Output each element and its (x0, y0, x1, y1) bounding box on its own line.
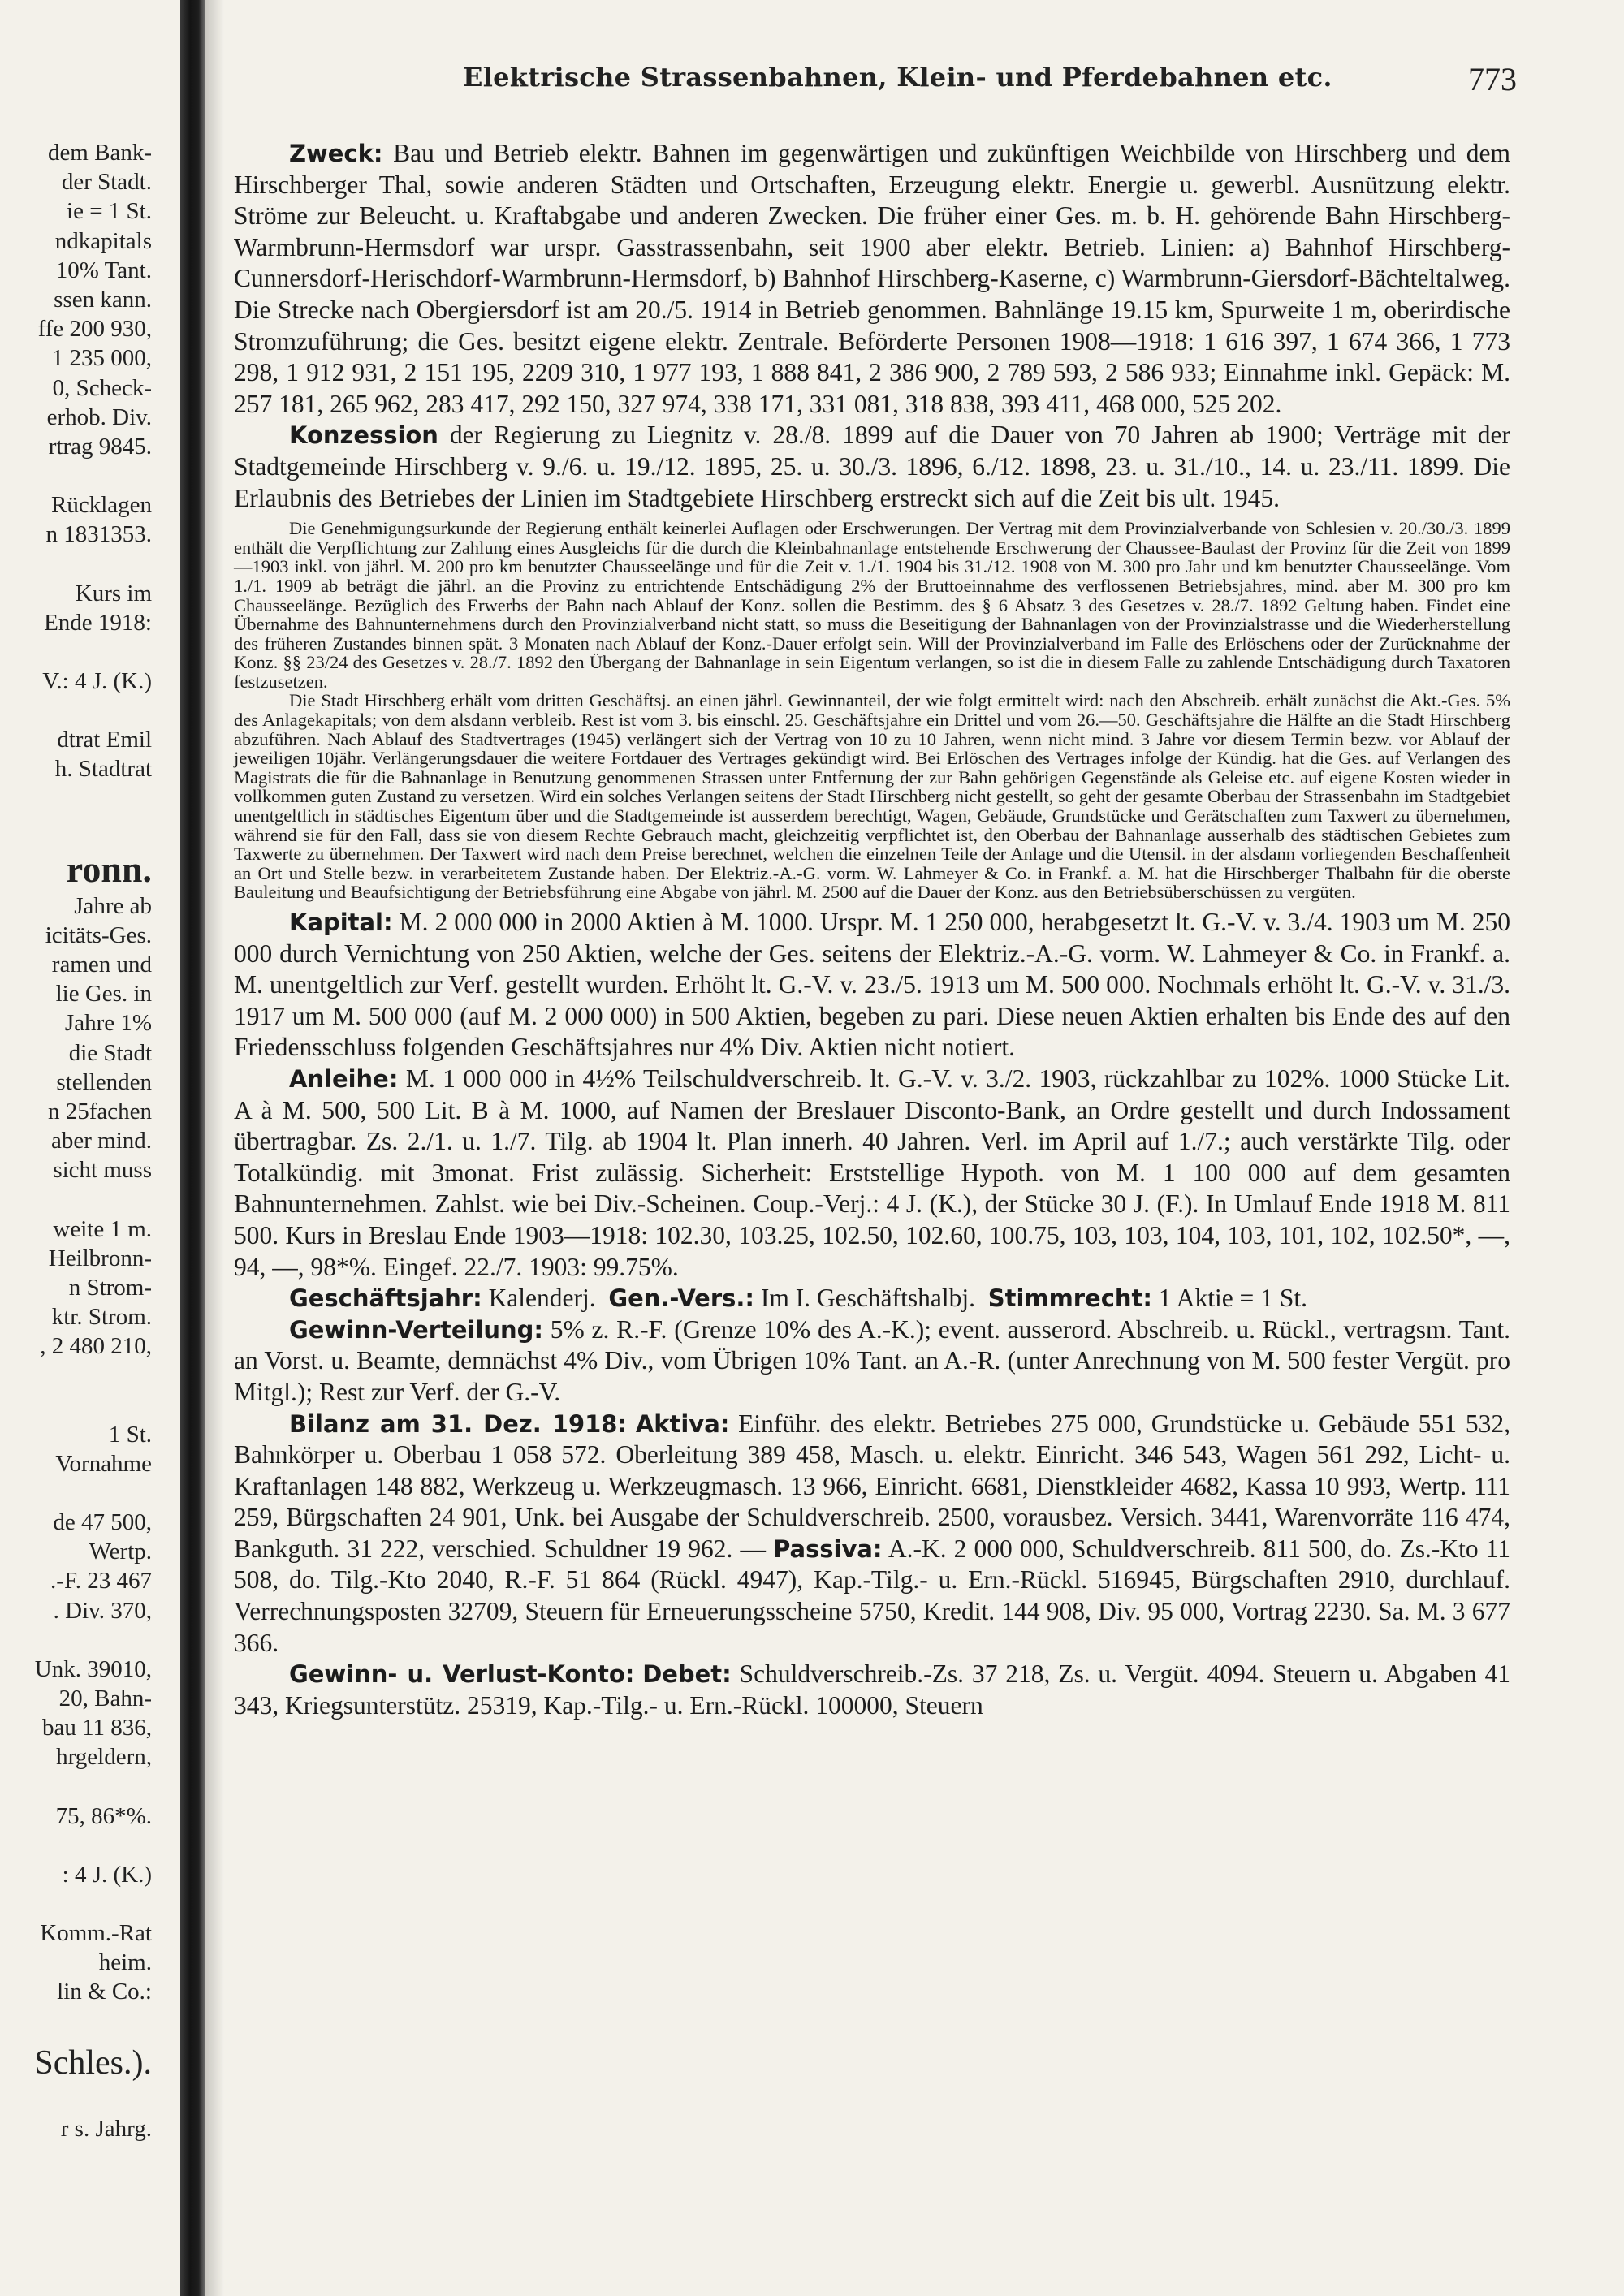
left-column-line: Komm.-Rat (40, 1920, 152, 1946)
left-column-line: , 2 480 210, (40, 1333, 152, 1360)
passiva-label: Passiva: (773, 1534, 883, 1563)
bilanz-aktiva-text: Einführ. des elektr. Betriebes 275 000, Grundstücke u. Gebäude 551 532, Bahnkörper u. Oberbau 1 058 572. Oberleitung 389 458, Masch. u. elektr. Einricht. 346 543, Wagen 561 292, Licht- u. Kraftanlagen 148 882, Werkzeug u. Werkzeugmasch. 13 966, Einricht. 6681, Dienstkleider 4682, Kassa 10 993, Wertp. 111 259, Bürgschaften 24 901, Unk. bei Ausgabe der Schuldverschreib. 2500, vorausbez. Versich. 3441, Warenvorräte 116 474, Bankguth. 31 222, verschied. Schuldner 19 962. — (234, 1409, 1510, 1563)
anleihe-paragraph (234, 1064, 1510, 1283)
anleihe-text: M. 1 000 000 in 4½% Teilschuldverschreib. lt. G.-V. v. 3./2. 1903, rückzahlbar zu 102%. 1000 Stücke Lit. A à M. 500, 500 Lit. B à M. 1000, auf Namen der Breslauer Disconto-Bank, an Ordre gestellt und durch Indossament übertragbar. Zs. 2./1. u. 1./7. Tilg. ab 1904 lt. Plan innerh. 40 Jahren. Verl. im April auf 1./7.; auch verstärkte Tilg. oder Totalkündig. mit 3monat. Frist zulässig. Sicherheit: Erststellige Hypoth. von M. 1 100 000 auf dem gesamten Bahnunternehmen. Zahlst. wie bei Div.-Scheinen. Coup.-Verj.: 4 J. (K.), der Stücke 30 J. (F.). In Umlauf Ende 1918 M. 811 500. Kurs in Breslau Ende 1903—1918: 102.30, 103.25, 102.50, 102.60, 100.75, 103, 103, 104, 103, 101, 102, 102.50*, —, 94, —, 98*%. Eingef. 22./7. 1903: 99.75%. (234, 1064, 1511, 1281)
debet-label: Debet: (642, 1660, 732, 1689)
gewinn-verlust-paragraph (234, 1659, 1510, 1721)
left-column-line: V.: 4 J. (K.) (42, 668, 152, 694)
bilanz-paragraph (234, 1409, 1510, 1659)
left-column-line: h. Stadtrat (54, 756, 152, 783)
left-column-line: ramen und (51, 952, 152, 978)
zweck-label: Zweck: (289, 140, 383, 167)
gewinn-verlust-text: Schuldverschreib.-Zs. 37 218, Zs. u. Vergüt. 4094. Steuern u. Abgaben 41 343, Kriegsunterstütz. 25319, Kap.-Tilg.- u. Ern.-Rückl. 100000, Steuern (234, 1659, 1511, 1720)
left-column-line: die Stadt (68, 1039, 152, 1066)
left-column-line: 75, 86*%. (55, 1802, 152, 1829)
konzession-paragraph (234, 420, 1510, 514)
zweck-paragraph (234, 138, 1510, 420)
left-column-line: .-F. 23 467 (50, 1568, 152, 1595)
left-column-line: aber mind. (50, 1128, 152, 1154)
left-column-line: 1 St. (108, 1421, 152, 1448)
kapital-label: Kapital: (289, 908, 393, 936)
page-header (227, 57, 1517, 106)
left-column-line: n 1831353. (45, 521, 152, 548)
zweck-text: Bau und Betrieb elektr. Bahnen im gegenwärtigen und zukünftigen Weichbilde von Hirschberg und dem Hirschberger Thal, sowie anderen Städten und Ortschaften, Erzeugung elektr. Energie u. gewerbl. Ausnützung elektr. Ströme zur Beleucht. u. Kraftabgabe und anderen Zwecken. Die früher einer Ges. m. b. H. gehörende Bahn Hirschberg-Warmbrunn-Hermsdorf war urspr. Gasstrassenbahn, seit 1900 aber elektr. Betrieb. Linien: a) Bahnhof Hirschberg-Cunnersdorf-Herischdorf-Warmbrunn-Hermsdorf, b) Bahnhof Hirschberg-Kaserne, c) Warmbrunn-Giersdorf-Bächteltalweg. Die Strecke nach Obergiersdorf ist am 20./5. 1914 in Betrieb genommen. Bahnlänge 19.15 km, Spurweite 1 m, oberirdische Stromzuführung; die Ges. besitzt eigene elektr. Zentrale. Beförderte Personen 1908—1918: 1 616 397, 1 674 366, 1 773 298, 1 912 931, 2 151 195, 2209 310, 1 977 193, 1 888 841, 2 386 900, 2 789 593, 2 586 933; Einnahme inkl. Gepäck: M. 257 181, 265 962, 283 417, 292 150, 327 974, 338 171, 331 081, 318 838, 393 411, 468 000, 525 202. (234, 139, 1511, 418)
left-column-line: 20, Bahn- (58, 1685, 152, 1711)
geschaeftsjahr-text: Kalenderj. (488, 1284, 596, 1313)
left-column-line: r s. Jahrg. (60, 2115, 152, 2142)
left-column-line: ie = 1 St. (67, 198, 152, 225)
left-column-line: Ende 1918: (44, 609, 152, 636)
left-column-line: lie Ges. in (55, 981, 152, 1008)
left-column-line: de 47 500, (53, 1509, 152, 1535)
bilanz-passiva-text: A.-K. 2 000 000, Schuldverschreib. 811 500, do. Zs.-Kto 11 508, do. Tilg.-Kto 2040, R.-F. 51 864 (Rückl. 4947), Kap.-Tilg.- u. Ern.-Rückl. 516945, Bürgschaften 2910, durchlauf. Verrechnungsposten 32709, Steuern für Erneuerungsscheine 5750, Kredit. 144 908, Div. 95 000, Vortrag 2230. Sa. M. 3 677 366. (234, 1534, 1511, 1657)
left-column-line: ndkapitals (54, 227, 152, 254)
left-column-line: ronn. (66, 848, 152, 890)
left-column-line: ktr. Strom. (51, 1304, 152, 1331)
left-column-line: Kurs im (75, 580, 152, 606)
left-column-line: lin & Co.: (57, 1979, 152, 2005)
left-column-line: weite 1 m. (53, 1215, 152, 1242)
geschaeftsjahr-paragraph (234, 1283, 1510, 1314)
left-column-line: 10% Tant. (55, 257, 152, 283)
gen-vers-text: Im I. Geschäftshalbj. (760, 1284, 975, 1313)
small-print-paragraph-1: Die Genehmigungsurkunde der Regierung enthält keinerlei Auflagen oder Erschwerungen. Der Vertrag mit dem Provinzialverbande von Schlesien v. 20./30./3. 1899 enthält die Verpflichtung zur Zahlung eines Ausgleichs für die durch die Kleinbahnanlage entstehende Erschwerung der Chaussee-Baulast der Provinz für die Zeit von 1899—1903 inkl. von jährl. M. 200 pro km benutzter Chausseelänge und für die Zeit v. 1./1. 1904 bis 31./12. 1908 von M. 300 pro Jahr und km benutzter Chausseelänge. Vom 1./1. 1909 ab beträgt die jährl. an die Provinz zu entrichtende Entschädigung 2% der Bruttoeinnahme des verflossenen Betriebsjahres, mind. aber M. 300 pro km Chausseelänge. Bezüglich des Erwerbs der Bahn nach Ablauf der Konz. sollen die Bestimm. des § 6 Absatz 3 des Gesetzes v. 28./7. 1892 Geltung haben. Findet eine Übernahme des Bahnunternehmens durch den Provinzialverband nicht statt, so muss die Beseitigung der Bahnanlagen von der Provinzialstrasse und die Wiederherstellung des früheren Zustandes binnen spät. 3 Monaten nach Ablauf der Konz.-Dauer erfolgt sein. Will der Provinzialverband im Falle des Erlöschens oder der Zurücknahme der Konz. §§ 23/24 des Gesetzes v. 28./7. 1892 den Übergang der Bahnanlage in sein Eigentum verlangen, so ist die in diesem Falle zu zahlende Entschädigung durch Taxatoren festzusetzen. (234, 518, 1510, 692)
left-column-line: Rücklagen (50, 492, 152, 519)
left-column-line: hrgeldern, (56, 1744, 152, 1771)
left-column-line: 1 235 000, (51, 345, 152, 372)
stimmrecht-label: Stimmrecht: (987, 1284, 1152, 1313)
gen-vers-label: Gen.-Vers.: (608, 1284, 754, 1313)
left-column-line: dtrat Emil (57, 727, 152, 753)
gewinn-verteilung-text: 5% z. R.-F. (Grenze 10% des A.-K.); event. ausserord. Abschreib. u. Rückl., vertragsm. Tant. an Vorst. u. Beamte, demnächst 4% Div., vom Übrigen 10% Tant. an A.-R. (unter Anrechnung von M. 500 fester Vergüt. pro Mitgl.); Rest zur Verf. der G.-V. (234, 1314, 1510, 1406)
left-column-line: icitäts-Ges. (45, 921, 152, 948)
left-column-line: stellenden (56, 1068, 152, 1095)
bilanz-label: Bilanz am 31. Dez. 1918: (289, 1409, 627, 1438)
left-column-line: Heilbronn- (48, 1245, 152, 1271)
left-column-line: der Stadt. (61, 169, 152, 196)
aktiva-label: Aktiva: (635, 1409, 730, 1438)
left-column-line: dem Bank- (47, 140, 152, 166)
small-print-paragraph-2: Die Stadt Hirschberg erhält vom dritten Geschäftsj. an einen jährl. Gewinnanteil, der wie folgt ermittelt wird: nach den Abschreib. erhält zunächst die Akt.-Ges. 5% des Anlagekapitals; von dem alsdann verbleib. Rest ist vom 3. bis einschl. 25. Geschäftsjahre ein Drittel und vom 26.—50. Geschäftsjahre die Hälfte an die Stadt Hirschberg abzuführen. Nach Ablauf des Stadtvertrages (1945) verlängert sich der Vertrag von 10 zu 10 Jahren, wenn nicht mind. 3 Jahre vor diesem Termin bezw. vor Ablauf der jeweiligen 10jähr. Verlängerungsdauer die weitere Fortdauer des Vertrages gekündigt wird. Bei Erlöschen des Vertrages infolge der Kündig. hat die Ges. auf Verlangen des Magistrats die für die Bahnanlage in Benutzung genommenen Strassen unter Entfernung der zur Bahn gehörigen Gegenstände als Geleise etc. auf eigene Kosten wieder in vollkommen guten Zustand zu versetzen. Wird ein solches Verlangen seitens der Stadt Hirschberg nicht gestellt, so geht der gesamte Oberbau der Strassenbahn im Stadtgebiet unentgeltlich in städtisches Eigentum über und die Stadtgemeinde ist ausserdem berechtigt, Wagen, Gebäude, Grundstücke und Gerätschaften zum Taxwert zu übernehmen, während sie für den Fall, dass sie von diesem Rechte Gebrauch macht, gleichzeitig verpflichtet ist, den Oberbau der Bahnanlage ausserhalb des städtischen Gebietes zum Taxwerte zu übernehmen. Der Taxwert wird nach dem Preise berechnet, welchen die einzelnen Teile der Anlage und die Utensil. in der alsdann vorliegenden Beschaffenheit an Ort und Stelle bezw. in verarbeitetem Zustande haben. Der Elektriz.-A.-G. vorm. W. Lahmeyer & Co. in Frankf. a. M. hat die Hirschberger Thalbahn für die oberste Bauleitung und Beaufsichtigung der Betriebsführung eine Abgabe von jährl. M. 2500 auf die Dauer der Konz. aus den Betriebsüberschüssen zu vergüten. (234, 690, 1510, 903)
gewinn-verteilung-paragraph (234, 1314, 1510, 1409)
left-column-line: sicht muss (53, 1157, 152, 1184)
anleihe-label: Anleihe: (289, 1064, 399, 1093)
left-column-line: Wertp. (89, 1539, 152, 1565)
gutter-shadow (205, 0, 224, 2296)
left-column-line: n Strom- (68, 1275, 152, 1301)
left-column-line: bau 11 836, (41, 1715, 152, 1741)
book-gutter (180, 0, 205, 2296)
left-column-line: n 25fachen (47, 1098, 152, 1124)
left-column-line: ssen kann. (54, 287, 152, 313)
left-column-line: Unk. 39010, (34, 1655, 152, 1682)
left-column-line: Schles.). (34, 2044, 152, 2082)
left-column-line: ffe 200 930, (37, 316, 152, 343)
gewinn-verteilung-label: Gewinn-Verteilung: (289, 1315, 543, 1344)
left-column-line: heim. (98, 1949, 152, 1976)
left-column-line: Jahre 1% (64, 1010, 152, 1037)
adjacent-page-column (0, 138, 166, 2296)
geschaeftsjahr-label: Geschäftsjahr: (289, 1284, 482, 1313)
main-text-column (234, 138, 1510, 1721)
left-column-line: rtrag 9845. (48, 434, 152, 460)
left-column-line: Jahre ab (74, 892, 152, 919)
left-column-line: . Div. 370, (53, 1597, 152, 1624)
left-column-line: : 4 J. (K.) (62, 1861, 152, 1888)
konzession-text: der Regierung zu Liegnitz v. 28./8. 1899 auf die Dauer von 70 Jahren ab 1900; Verträge mit der Stadtgemeinde Hirschberg v. 9./6. u. 19./12. 1895, 25. u. 30./3. 1896, 6./12. 1898, 23. u. 31./10., 14. u. 23./11. 1899. Die Erlaubnis des Betriebes der Linien im Stadtgebiete Hirschberg erstreckt sich auf die Zeit bis ult. 1945. (234, 421, 1511, 512)
left-column-line: Vornahme (55, 1450, 152, 1477)
gewinn-verlust-label: Gewinn- u. Verlust-Konto: (289, 1660, 635, 1689)
konzession-label: Konzession (289, 421, 438, 450)
running-title: Elektrische Strassenbahnen, Klein- und Pferdebahnen etc. (463, 62, 1332, 93)
left-column-line: 0, Scheck- (52, 374, 152, 401)
stimmrecht-text: 1 Aktie = 1 St. (1158, 1284, 1307, 1313)
page-number: 773 (1468, 61, 1517, 97)
left-column-line: erhob. Div. (46, 404, 152, 430)
kapital-paragraph (234, 907, 1510, 1064)
kapital-text: M. 2 000 000 in 2000 Aktien à M. 1000. Urspr. M. 1 250 000, herabgesetzt lt. G.-V. v. 3./4. 1903 um M. 250 000 durch Vernichtung von 250 Aktien, welche der Ges. seitens der Elektriz.-A.-G. vorm. W. Lahmeyer & Co. in Frankf. a. M. unentgeltlich zur Verf. gestellt wurden. Erhöht lt. G.-V. v. 23./5. 1913 um M. 500 000. Nochmals erhöht lt. G.-V. v. 31./3. 1917 um M. 500 000 (auf M. 2 000 000) in 500 Aktien, begeben zu pari. Diese neuen Aktien erhalten bis Ende des auf den Friedensschluss folgenden Geschäftsjahres nur 4% Div. Aktien nicht notiert. (234, 908, 1511, 1062)
